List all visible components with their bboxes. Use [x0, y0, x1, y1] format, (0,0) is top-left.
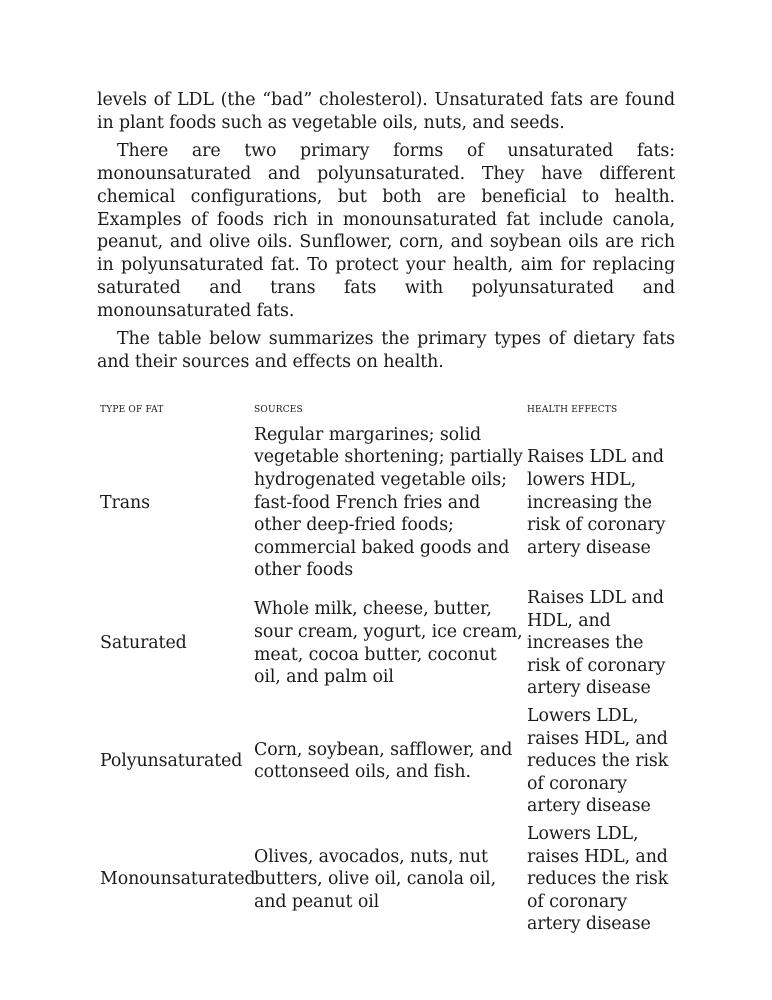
body-paragraph-3: The table below summarizes the primary types of dietary fats and their sources and effects on health. [97, 329, 675, 372]
table-row [97, 585, 675, 703]
health-effects-cell: Lowers LDL, raises HDL, and reduces the risk of coronary artery disease [527, 823, 669, 935]
table-header-row [97, 399, 675, 422]
document-page [97, 89, 675, 939]
table-row [97, 703, 675, 821]
fat-type-cell: Saturated [100, 633, 187, 654]
table-row [97, 821, 675, 939]
fat-types-table [97, 399, 675, 939]
health-effects-cell: Lowers LDL, raises HDL, and reduces the risk of coronary artery disease [527, 706, 669, 817]
header-sources: SOURCES [254, 404, 303, 415]
header-health-effects: HEALTH EFFECTS [527, 404, 618, 415]
fat-type-cell: Monounsaturated [100, 869, 256, 890]
sources-cell: Corn, soybean, safflower, and cottonseed oils, and fish. [254, 739, 513, 783]
body-paragraph-1: levels of LDL (the “bad” cholesterol). Unsaturated fats are found in plant foods such as vegetable oils, nuts, and seeds. [97, 90, 675, 133]
health-effects-cell: Raises LDL and HDL, and increases the risk of coronary artery disease [527, 588, 666, 699]
sources-cell: Whole milk, cheese, butter, sour cream, yogurt, ice cream, meat, cocoa butter, coconut oil, and palm oil [254, 599, 523, 688]
health-effects-cell: Raises LDL and lowers HDL, increasing the risk of coronary artery disease [527, 447, 666, 558]
sources-cell: Olives, avocados, nuts, nut butters, olive oil, canola oil, and peanut oil [254, 846, 497, 912]
fat-type-cell: Polyunsaturated [100, 751, 243, 772]
body-paragraph-2: There are two primary forms of unsaturated fats: monounsaturated and polyunsaturated. They have different chemical configurations, but both are beneficial to health. Examples of foods rich in monounsaturated fat include canola, peanut, and olive oils. Sunflower, corn, and soybean oils are rich in polyunsaturated fat. To protect your health, aim for replacing saturated and trans fats with polyunsaturated and monounsaturated fats. [97, 140, 675, 322]
header-type-of-fat: TYPE OF FAT [100, 404, 164, 415]
table-row [97, 422, 675, 585]
sources-cell: Regular margarines; solid vegetable shortening; partially hydrogenated vegetable oils; fast-food French fries and other deep-fried foods; commercial baked goods and other foods [254, 424, 523, 581]
fat-type-cell: Trans [100, 492, 150, 513]
